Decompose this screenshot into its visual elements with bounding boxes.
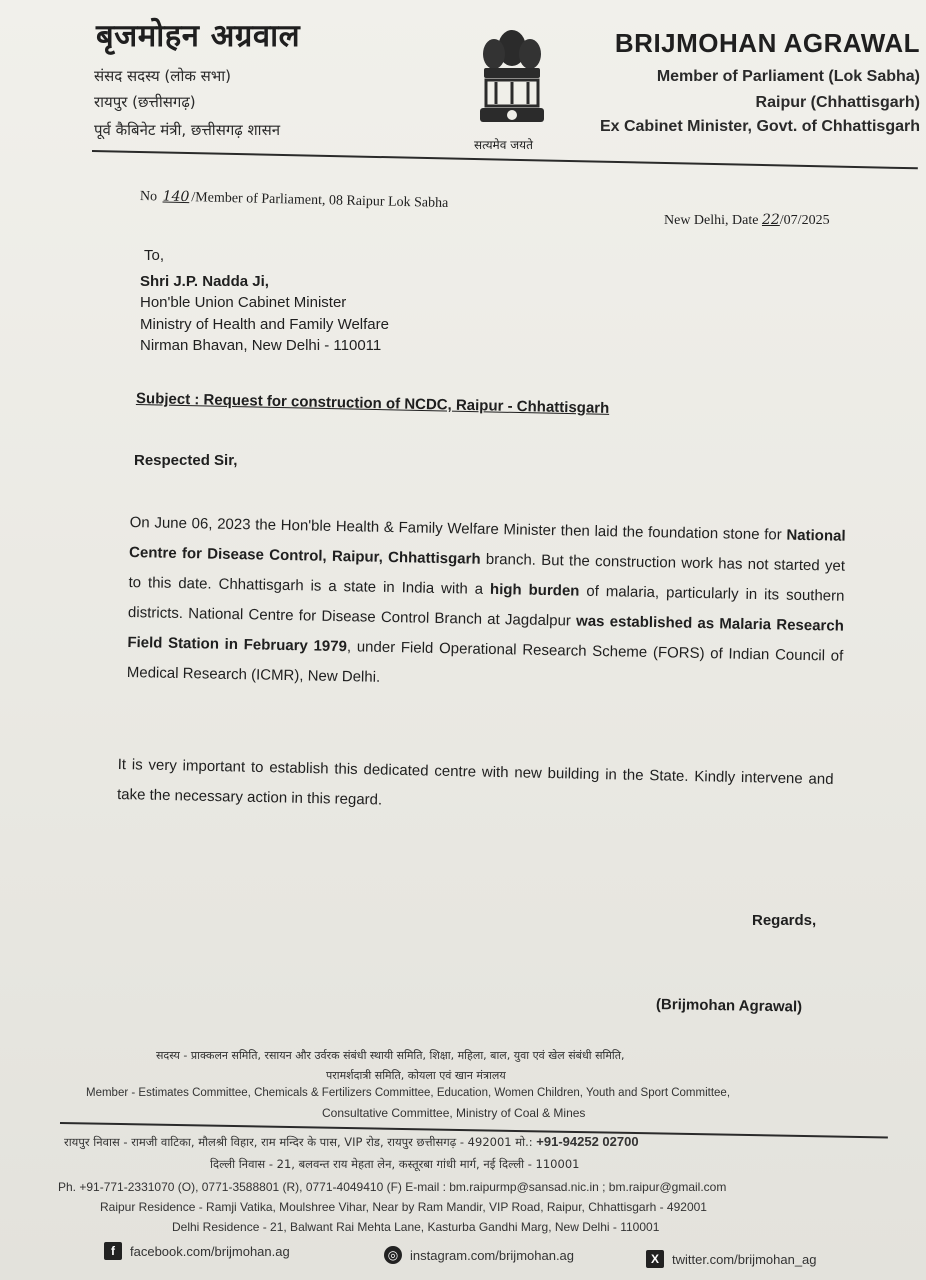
instagram-icon: ◎ (384, 1246, 402, 1264)
reference-handwritten-number: 140 (162, 188, 190, 206)
recipient-line-1: Hon'ble Union Cabinet Minister (140, 294, 347, 311)
national-emblem-icon (474, 20, 550, 138)
date-prefix: New Delhi, Date (664, 213, 759, 228)
recipient-name: Shri J.P. Nadda Ji, (140, 272, 269, 290)
x-twitter-icon: X (646, 1250, 664, 1268)
date-handwritten-day: 22 (761, 212, 780, 228)
instagram-link[interactable]: instagram.com/brijmohan.ag (410, 1247, 575, 1263)
facebook-icon: f (104, 1242, 122, 1260)
closing: Regards, (752, 912, 817, 929)
footer-facebook[interactable] (104, 1242, 290, 1260)
para1-bold-1: National Centre for Disease Control, Raipur, Chhattisgarh (128, 526, 846, 568)
footer-english-member-1: Member - Estimates Committee, Chemicals & Fertilizers Committee, Education, Women Children, Youth and Sport Committee, (86, 1087, 731, 1099)
reference-number (140, 188, 449, 212)
facebook-link[interactable]: facebook.com/brijmohan.ag (130, 1243, 290, 1259)
body-paragraph-2: It is very important to establish this dedicated centre with new building in the State. Kindly intervene and take the necessary action in this regard. (116, 755, 834, 809)
recipient-line-3: Nirman Bhavan, New Delhi - 110011 (140, 337, 382, 354)
footer-english-residence-2: Delhi Residence - 21, Balwant Rai Mehta Lane, Kasturba Gandhi Marg, New Delhi - 110001 (172, 1220, 660, 1234)
hindi-designation-2: रायपुर (छत्तीसगढ़) (94, 93, 196, 111)
hindi-designation-1: संसद सदस्य (लोक सभा) (94, 67, 232, 85)
date-rest: /07/2025 (779, 213, 830, 228)
footer-english-member-2: Consultative Committee, Ministry of Coal & Mines (322, 1106, 586, 1120)
to-label: To, (144, 247, 165, 264)
reference-prefix: No (139, 189, 158, 205)
para1-bold-2: high burden (489, 580, 580, 600)
footer-mobile: +91-94252 02700 (536, 1134, 639, 1149)
english-name: BRIJMOHAN AGRAWAL (614, 28, 920, 58)
body-paragraph-1 (127, 508, 846, 702)
english-designation-2: Raipur (Chhattisgarh) (755, 94, 920, 111)
signatory-name: (Brijmohan Agrawal) (655, 996, 803, 1016)
hindi-name: बृजमोहन अग्रवाल (96, 18, 301, 54)
footer-hindi-residence-1-text: रायपुर निवास - रामजी वाटिका, मौलश्री विहार, राम मन्दिर के पास, VIP रोड, रायपुर छत्तीसगढ़ - 492001 मो.: (64, 1135, 533, 1149)
salutation: Respected Sir, (134, 452, 238, 469)
recipient-address (140, 245, 389, 357)
footer-hindi-member-1: सदस्य - प्राक्कलन समिति, रसायन और उर्वरक संबंधी स्थायी समिति, शिक्षा, महिला, बाल, युवा एवं खेल संबंधी समिति, (156, 1049, 625, 1062)
para1-bold-3: was established as Malaria Research Field Station in February 1979 (127, 612, 845, 656)
footer-phones-email: Ph. +91-771-2331070 (O), 0771-3588801 (R), 0771-4049410 (F) E-mail : bm.raipurmp@sansad.nic.in ; bm.raipur@gmail.com (58, 1180, 727, 1194)
twitter-link[interactable]: twitter.com/brijmohan_ag (672, 1251, 817, 1267)
para1-text-3: of malaria, particularly in its southern districts. National Centre for Disease Control Branch at Jagdalpur (127, 582, 845, 630)
para1-text-2: branch. But the construction work has not started yet to this date. Chhattisgarh is a state in India with a (128, 550, 846, 598)
letter-date (664, 212, 830, 229)
footer-twitter[interactable] (646, 1250, 817, 1268)
footer-english-residence-1: Raipur Residence - Ramji Vatika, Moulshree Vihar, Near by Ram Mandir, VIP Road, Raipur, Chhattisgarh - 492001 (100, 1200, 707, 1214)
english-designation-1: Member of Parliament (Lok Sabha) (656, 68, 920, 85)
emblem-motto: सत्यमेव जयते (474, 138, 533, 152)
subject-line: Subject : Request for construction of NCDC, Raipur - Chhattisgarh (135, 390, 610, 417)
para1-text-1: On June 06, 2023 the Hon'ble Health & Family Welfare Minister then laid the foundation stone for (129, 513, 787, 544)
recipient-line-2: Ministry of Health and Family Welfare (140, 315, 389, 333)
footer-hindi-member-2: परामर्शदात्री समिति, कोयला एवं खान मंत्रालय (326, 1069, 506, 1082)
hindi-designation-3: पूर्व कैबिनेट मंत्री, छत्तीसगढ़ शासन (94, 121, 281, 139)
footer-hindi-residence-2: दिल्ली निवास - 21, बलवन्त राय मेहता लेन, कस्तूरबा गांधी मार्ग, नई दिल्ली - 110001 (210, 1157, 580, 1171)
english-designation-3: Ex Cabinet Minister, Govt. of Chhattisgarh (599, 118, 920, 135)
reference-suffix: /Member of Parliament, 08 Raipur Lok Sabha (191, 190, 449, 211)
footer-instagram[interactable] (384, 1246, 574, 1264)
footer-hindi-residence-1 (64, 1134, 639, 1150)
para1-text-4: , under Field Operational Research Scheme (FORS) of Indian Council of Medical Research (ICMR), New Delhi. (126, 638, 844, 686)
